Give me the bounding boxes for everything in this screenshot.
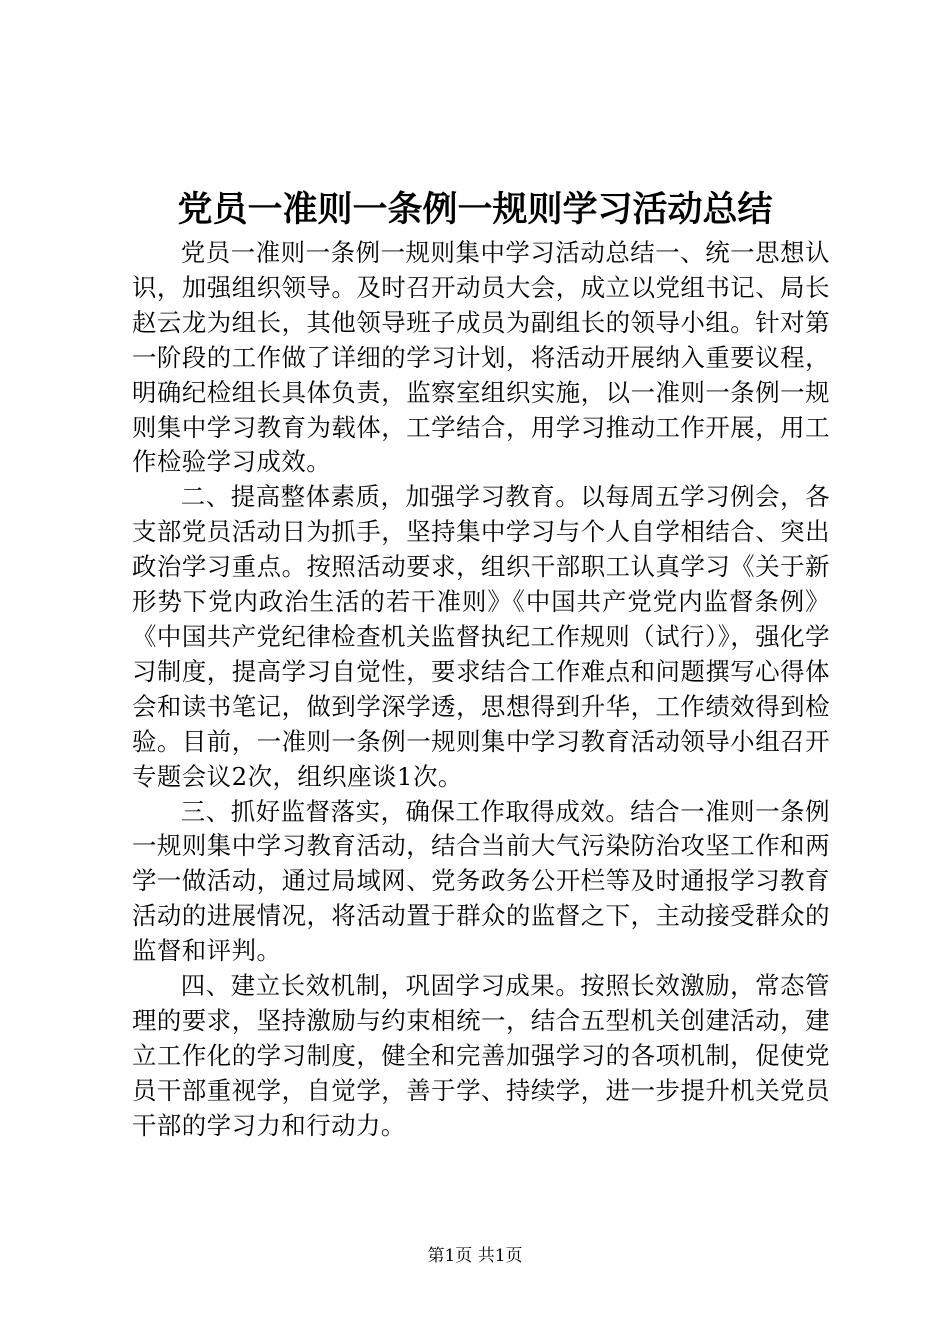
paragraph-3: 三、抓好监督落实，确保工作取得成效。结合一准则一条例一规则集中学习教育活动，结合当前大气污染防治攻坚工作和两学一做活动，通过局域网、党务政务公开栏等及时通报学习教育活动的进展情况，将活动置于群众的监督之下，主动接受群众的监督和评判。	[132, 796, 830, 966]
document-body	[132, 236, 830, 1144]
paragraph-1: 党员一准则一条例一规则集中学习活动总结一、统一思想认识，加强组织领导。及时召开动员大会，成立以党组书记、局长赵云龙为组长，其他领导班子成员为副组长的领导小组。针对第一阶段的工作做了详细的学习计划，将活动开展纳入重要议程，明确纪检组长具体负责，监察室组织实施，以一准则一条例一规则集中学习教育为载体，工学结合，用学习推动工作开展，用工作检验学习成效。	[132, 238, 830, 477]
document-title: 党员一准则一条例一规则学习活动总结	[177, 189, 773, 230]
page-number-footer: 第1页 共1页	[427, 1246, 523, 1266]
paragraph-2: 二、提高整体素质，加强学习教育。以每周五学习例会，各支部党员活动日为抓手，坚持集中学习与个人自学相结合、突出政治学习重点。按照活动要求，组织干部职工认真学习《关于新形势下党内政治生活的若干准则》《中国共产党党内监督条例》《中国共产党纪律检查机关监督执纪工作规则（试行）》，强化学习制度，提高学习自觉性，要求结合工作难点和问题撰写心得体会和读书笔记，做到学深学透，思想得到升华，工作绩效得到检验。目前，一准则一条例一规则集中学习教育活动领导小组召开专题会议2次，组织座谈1次。	[132, 482, 830, 791]
paragraph-4: 四、建立长效机制，巩固学习成果。按照长效激励，常态管理的要求，坚持激励与约束相统一，结合五型机关创建活动，建立工作化的学习制度，健全和完善加强学习的各项机制，促使党员干部重视学，自觉学，善于学、持续学，进一步提升机关党员干部的学习力和行动力。	[132, 971, 830, 1140]
